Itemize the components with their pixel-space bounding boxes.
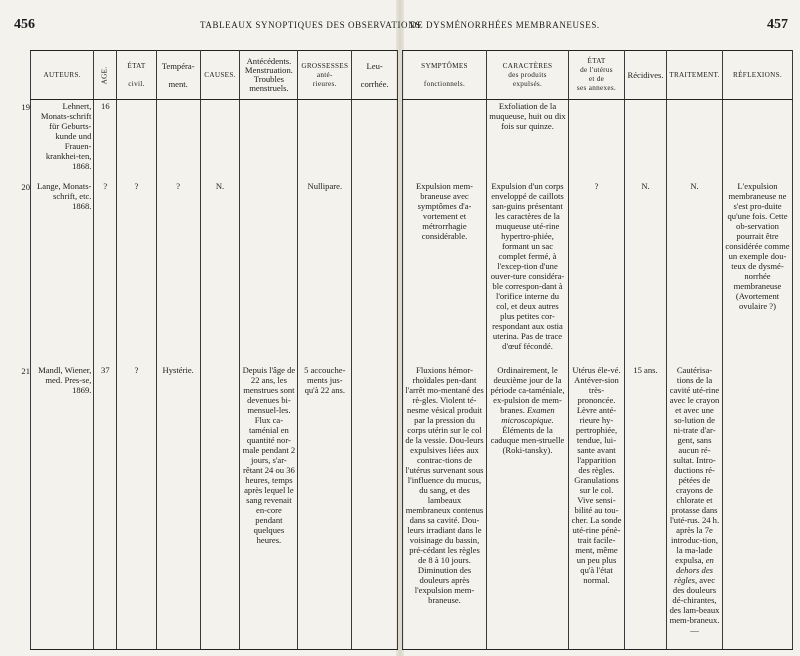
cell-antecedents: Depuis l'âge de 22 ans, les menstrues sont devenues bi-mensuel-les. Flux ca-taménial en quantité nor-male pendant 2 jours, s'ar-rêtant 24 ou 36 heures, temps après lequel le sang revenait en-core pendant quelques heures. [240,364,298,650]
table-row [31,100,398,180]
cell-etat-uterus: Utérus éle-vé. Antéver-sion très-prononcée. Lèvre anté-rieure hy-pertrophiée, tendue, lui-sante avant l'apparition des règles. Granulations sur le col. Vive sensi-bilité au tou-cher. La sonde uté-rine pénè-trait facile-ment, même un peu plus qu'à l'état normal. [569,364,625,650]
cell-traitement [667,364,723,650]
table-header-row [403,51,793,100]
cell-temperament: Hystérie. [156,364,200,650]
cell-temperament: ? [156,180,200,364]
cell-reflexions: L'expulsion membraneuse ne s'est pro-duite qu'une fois. Cette ob-servation pourrait être considérée comme un exemple dou-teux de dysmé-norrhée membraneuse (Avortement ovulaire ?) [723,180,793,364]
cell-leucorrhee [352,364,398,650]
running-head-right: DE DYSMÉNORRHÉES MEMBRANEUSES. [410,20,600,30]
caracteres-italic-text: Examen microscopique. [501,404,555,425]
cell-caracteres: Exfoliation de la muqueuse, huit ou dix fois sur quinze. [487,100,569,180]
cell-etat-uterus [569,100,625,180]
cell-auteur: Mandl, Wiener, med. Pres-se, 1869. [31,364,94,650]
col-header-auteurs: AUTEURS. [31,51,94,100]
cell-antecedents [240,100,298,180]
cell-grossesses: Nullipare. [298,180,352,364]
cell-age: ? [94,180,117,364]
col-header-recidives: Récidives. [625,51,667,100]
traitement-tail-text: avec des douleurs dé-chirantes, des lam-beaux mem-braneux. — [669,574,720,635]
table-row [31,364,398,650]
cell-recidives: N. [625,180,667,364]
cell-recidives [625,100,667,180]
col-header-age: AGE. [94,51,117,100]
cell-antecedents [240,180,298,364]
cell-leucorrhee [352,180,398,364]
cell-caracteres [487,364,569,650]
col-header-etat-civil: ÉTAT civil. [117,51,157,100]
cell-temperament [156,100,200,180]
col-header-temperament: Tempéra- ment. [156,51,200,100]
col-header-caracteres: CARACTÈRES des produits expulsés. [487,51,569,100]
cell-causes [200,100,240,180]
col-header-grossesses: GROSSESSES anté- rieures. [298,51,352,100]
cell-causes: N. [200,180,240,364]
cell-grossesses: 5 accouche-ments jus-qu'à 22 ans. [298,364,352,650]
cell-age: 16 [94,100,117,180]
cell-causes [200,364,240,650]
cell-etat-civil: ? [117,364,157,650]
table-row [403,180,793,364]
cell-reflexions [723,364,793,650]
col-header-etat-uterus: ÉTAT de l'utérus et de ses annexes. [569,51,625,100]
cell-auteur: Lange, Monats-schrift, etc. 1868. [31,180,94,364]
observation-number: 19 [21,102,30,112]
running-head-left: TABLEAUX SYNOPTIQUES DES OBSERVATIONS [200,20,421,30]
table-row [403,364,793,650]
cell-grossesses [298,100,352,180]
col-header-symptomes: SYMPTÔMES fonctionnels. [403,51,487,100]
cell-caracteres: Expulsion d'un corps enveloppé de caillots san-guins présentant les caractères de la muqueuse uté-rine hypertro-phiée, formant un sac complet fermé, à l'excep-tion d'une ouver-ture considéra-ble correspon-dant à l'orifice interne du col, et deux autres plus petites cor-respondant aux ostia uterina. Pas de trace d'œuf fécondé. [487,180,569,364]
cell-etat-uterus: ? [569,180,625,364]
synoptic-table-left [30,50,398,650]
col-header-leucorrhee: Leu- corrhée. [352,51,398,100]
cell-traitement [667,100,723,180]
table-header-row [31,51,398,100]
caracteres-text: Ordinairement, le deuxième jour de la période ca-taméniale, ex-pulsion de mem-branes. [490,364,565,415]
right-page [402,0,800,656]
col-header-reflexions: RÉFLEXIONS. [723,51,793,100]
cell-etat-civil: ? [117,180,157,364]
caracteres-tail-text: Éléments de la caduque men-struelle (Roki-tansky). [490,424,565,455]
table-row [403,100,793,180]
cell-symptomes: Fluxions hémor-rhoïdales pen-dant l'arrêt mo-mentané des rè-gles. Violent té-nesme vésical produit par la pression du corps utérin sur le col de la vessie. Dou-leurs expulsives liées aux contrac-tions de l'utérus survenant sous l'influence du mucus, du sang, et des lambeaux membraneux contenus dans sa cavité. Dou-leurs irradiant dans le voisinage du bassin, pré-cédant les règles de 8 à 10 jours. Diminution des douleurs après l'expulsion mem-braneuse. [403,364,487,650]
traitement-text: Cautérisa-tions de la cavité uté-rine avec le crayon et avec une so-lution de ni-trate d'ar-gent, sans aucun ré-sultat. Intro-ductions ré-pétées de crayons de chlorate et protasse dans l'uté-rus. 24 h. après la 7e introduc-tion, la ma-lade expulsa, [669,364,720,565]
cell-reflexions [723,100,793,180]
observation-number: 20 [21,182,30,192]
cell-symptomes [403,100,487,180]
cell-etat-civil [117,100,157,180]
table-row [31,180,398,364]
col-header-causes: CAUSES. [200,51,240,100]
cell-leucorrhee [352,100,398,180]
observation-number: 21 [21,366,30,376]
cell-symptomes: Expulsion mem-braneuse avec symptômes d'a-vortement et métrorrhagie considérable. [403,180,487,364]
cell-age: 37 [94,364,117,650]
col-header-traitement: TRAITEMENT. [667,51,723,100]
synoptic-table-right [402,50,793,650]
cell-traitement: N. [667,180,723,364]
col-header-antecedents: Antécédents. Menstruation. Troubles menstruels. [240,51,298,100]
cell-recidives: 15 ans. [625,364,667,650]
traitement-italic-text: en dehors des règles, [673,554,714,585]
page-number-right: 457 [767,17,788,32]
cell-auteur: Lehnert, Monats-schrift für Geburts-kunde und Frauen-krankhei-ten, 1868. [31,100,94,180]
page-number-left: 456 [14,17,35,32]
